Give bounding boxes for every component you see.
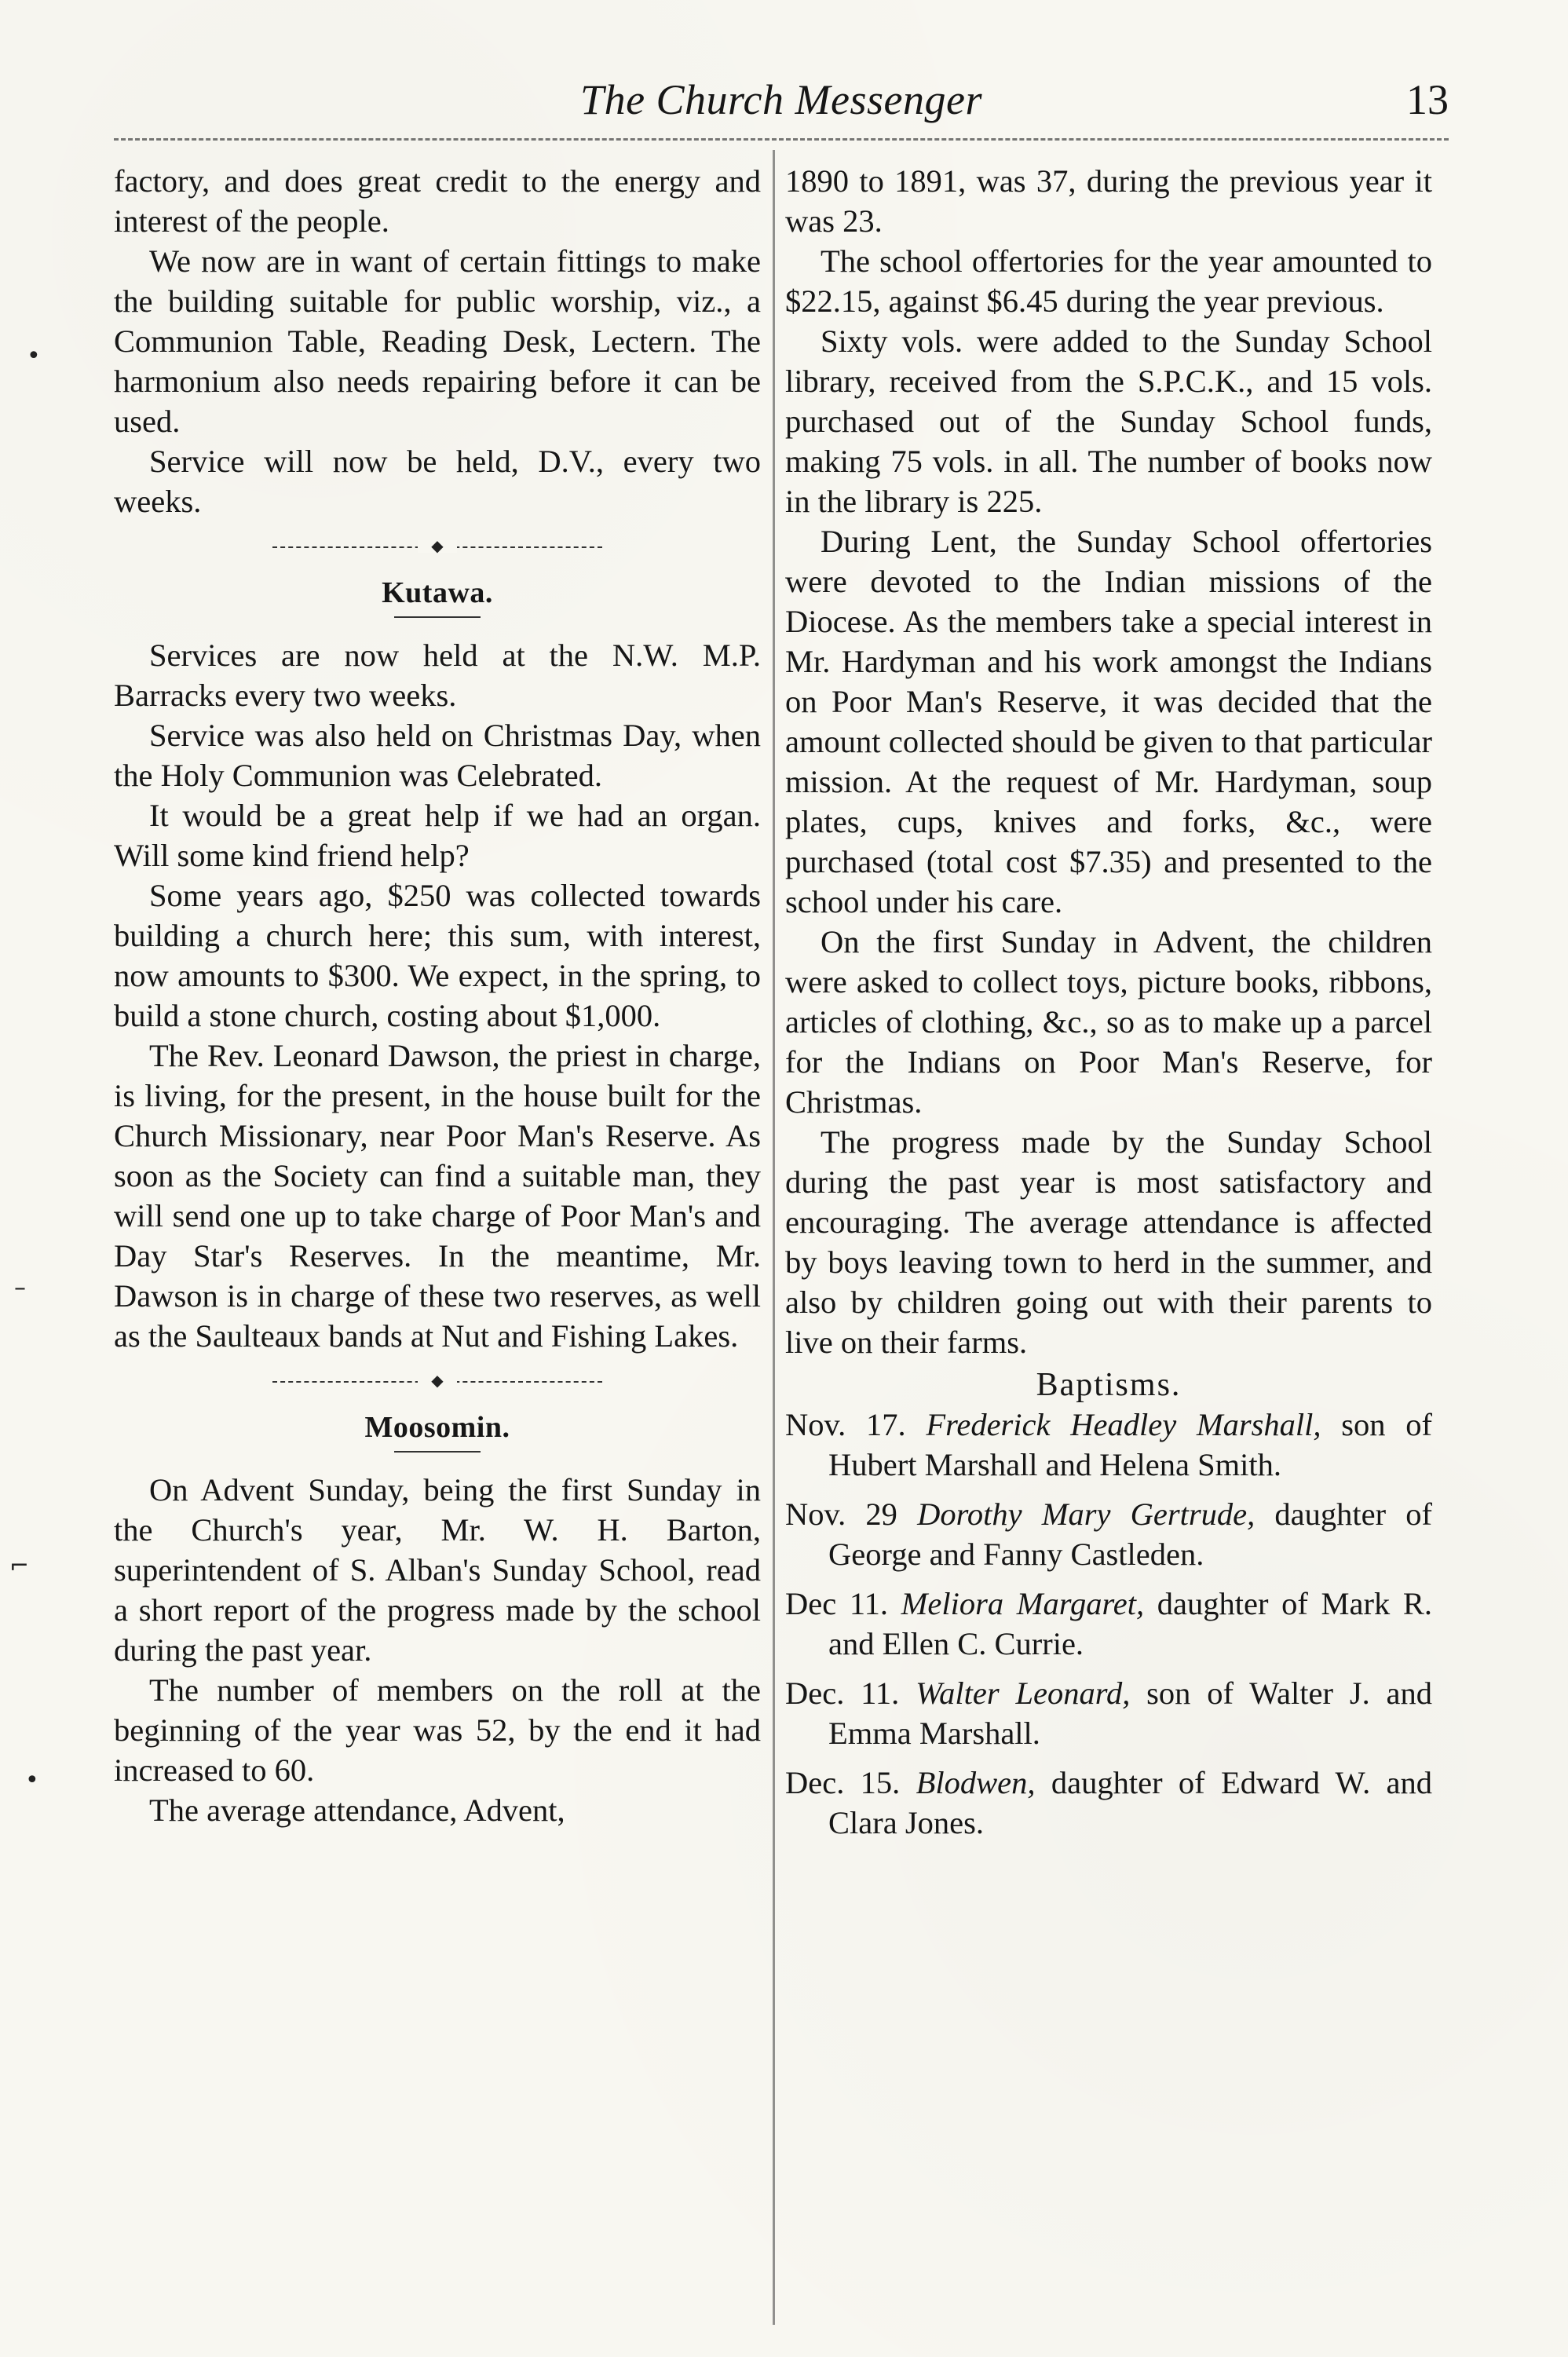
baptism-date: Dec 11. xyxy=(785,1586,888,1621)
baptism-name: Blodwen, xyxy=(916,1765,1036,1800)
baptism-details: daughter of George and Fanny Castleden. xyxy=(828,1496,1432,1572)
column-divider xyxy=(773,150,775,2325)
margin-dot-mark: • xyxy=(27,342,41,370)
right-paragraph: On the first Sunday in Advent, the children were asked to collect toys, picture books, ribbons, articles of clothing, &c., so as to make up a parcel for the Indians on Poor Man's Reserve, for Christmas. xyxy=(785,924,1432,1120)
section-divider-ornament xyxy=(272,1370,602,1394)
kutawa-paragraph: The Rev. Leonard Dawson, the priest in charge, is living, for the present, in the house built for the Church Missionary, near Poor Man's Reserve. As soon as the Society can find a suitable man, they will send one up to take charge of Poor Man's and Day Star's Reserves. In the meantime, Mr. Dawson is in charge of these two reserves, as well as the Saulteaux bands at Nut and Fishing Lakes. xyxy=(114,1038,761,1354)
baptism-details: son of Hubert Marshall and Helena Smith. xyxy=(828,1407,1432,1482)
moosomin-paragraph: The average attendance, Advent, xyxy=(149,1792,565,1828)
moosomin-paragraph: On Advent Sunday, being the first Sunday in the Church's year, Mr. W. H. Barton, superintendent of S. Alban's Sunday School, read a short report of the progress made by the school during the past year. xyxy=(114,1472,761,1668)
baptism-date: Nov. 29 xyxy=(785,1496,897,1532)
running-title: The Church Messenger xyxy=(580,76,982,123)
left-margin-marks xyxy=(0,0,71,2357)
right-column xyxy=(785,161,1432,2328)
right-paragraph: The school offertories for the year amounted to $22.15, against $6.45 during the year previous. xyxy=(785,243,1432,319)
intro-paragraph: We now are in want of certain fittings to make the building suitable for public worship, viz., a Communion Table, Reading Desk, Lectern. The harmonium also needs repairing before it can be used. xyxy=(114,243,761,439)
baptism-date: Dec. 15. xyxy=(785,1765,901,1800)
baptism-entry xyxy=(785,1405,1432,1485)
left-column xyxy=(114,161,761,2328)
kutawa-paragraph: Some years ago, $250 was collected towards building a church here; this sum, with interest, now amounts to $300. We expect, in the spring, to build a stone church, costing about $1,000. xyxy=(114,878,761,1033)
right-paragraph: The progress made by the Sunday School during the past year is most satisfactory and encouraging. The average attendance is affected by boys leaving town to herd in the summer, and also by children going out with their parents to live on their farms. xyxy=(785,1124,1432,1360)
header-rule xyxy=(114,138,1449,141)
intro-paragraph: Service will now be held, D.V., every two weeks. xyxy=(114,444,761,519)
baptism-entry xyxy=(785,1673,1432,1753)
kutawa-paragraph: Service was also held on Christmas Day, when the Holy Communion was Celebrated. xyxy=(114,718,761,793)
kutawa-paragraph: It would be a great help if we had an organ. Will some kind friend help? xyxy=(114,798,761,873)
baptism-entry xyxy=(785,1584,1432,1664)
baptism-name: Meliora Margaret, xyxy=(901,1586,1145,1621)
right-paragraph: Sixty vols. were added to the Sunday School library, received from the S.P.C.K., and 15 vols. purchased out of the Sunday School funds, making 75 vols. in all. The number of books now in the library is 225. xyxy=(785,323,1432,519)
ornament-icon: ◆ xyxy=(418,1375,457,1387)
ornament-icon: ◆ xyxy=(418,540,457,553)
baptism-details: daughter of Mark R. and Ellen C. Currie. xyxy=(828,1586,1432,1661)
section-divider-ornament xyxy=(272,535,602,559)
section-title-rule xyxy=(394,616,481,618)
baptism-entry xyxy=(785,1763,1432,1843)
baptism-entry xyxy=(785,1494,1432,1574)
baptism-name: Walter Leonard, xyxy=(916,1675,1131,1711)
right-paragraph: 1890 to 1891, was 37, during the previous year it was 23. xyxy=(785,163,1432,239)
baptism-name: Dorothy Mary Gertrude, xyxy=(917,1496,1255,1532)
moosomin-paragraph: The number of members on the roll at the beginning of the year was 52, by the end it had increased to 60. xyxy=(114,1672,761,1788)
baptism-date: Nov. 17. xyxy=(785,1407,906,1442)
margin-hook-mark: ⌐ xyxy=(9,1552,30,1580)
running-head xyxy=(114,72,1449,137)
kutawa-paragraph: Services are now held at the N.W. M.P. Barracks every two weeks. xyxy=(114,638,761,713)
baptisms-section-title: Baptisms. xyxy=(1036,1367,1182,1403)
page-number: 13 xyxy=(1406,76,1449,123)
right-paragraph: During Lent, the Sunday School offertories were devoted to the Indian missions of the Diocese. As the members take a special interest in Mr. Hardyman and his work amongst the Indians on Poor Man's Reserve, it was decided that the amount collected should be given to that particular mission. At the request of Mr. Hardyman, soup plates, cups, knives and forks, &c., were purchased (total cost $7.35) and presented to the school under his care. xyxy=(785,524,1432,919)
baptism-details: daughter of Edward W. and Clara Jones. xyxy=(828,1765,1432,1840)
baptism-date: Dec. 11. xyxy=(785,1675,900,1711)
baptism-details: son of Walter J. and Emma Marshall. xyxy=(828,1675,1432,1751)
baptism-name: Frederick Headley Marshall, xyxy=(926,1407,1321,1442)
section-title-rule xyxy=(394,1451,481,1453)
margin-dot-mark: • xyxy=(25,1767,39,1794)
moosomin-section-title: Moosomin. xyxy=(364,1411,510,1444)
kutawa-section-title: Kutawa. xyxy=(382,576,493,609)
margin-dash-mark: – xyxy=(14,1274,26,1302)
intro-paragraph: factory, and does great credit to the energy and interest of the people. xyxy=(114,163,761,239)
